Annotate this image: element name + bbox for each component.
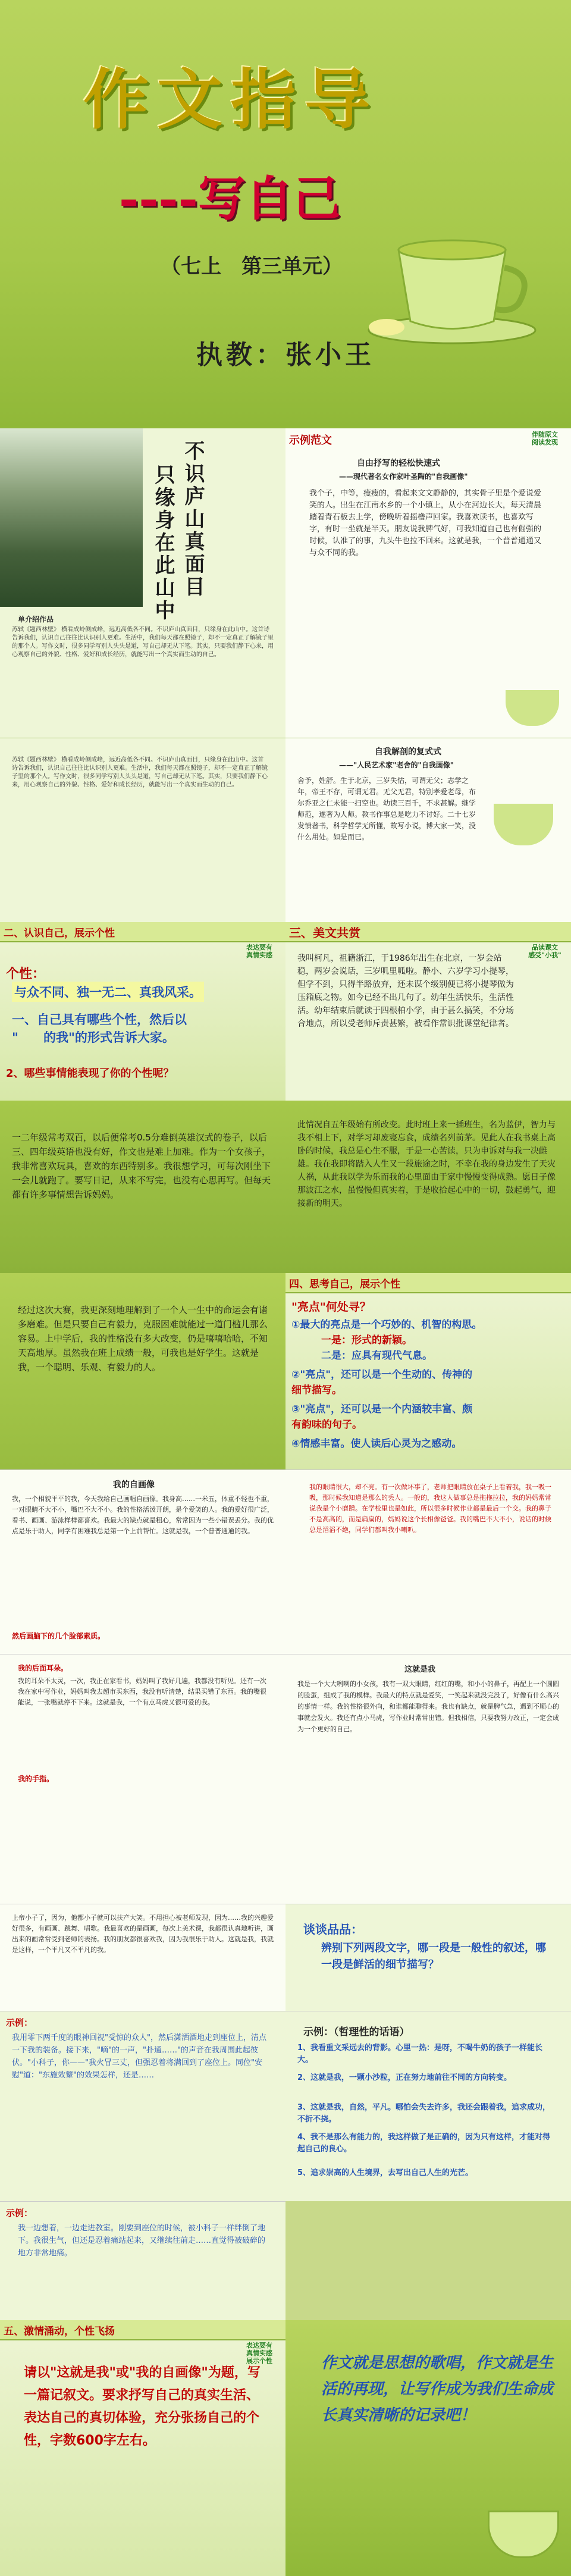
essay-body: 我叫柯凡，祖籍浙江，于1986年出生在北京，一岁会站稳，两岁会说话，三岁叽里呱啦。静小、六岁学习小提琴，但学不到，只得半路放弃，还未谋个级别便已将小提琴做为压箱底之物。如今已经不出几句了。幼年生活快乐，生活性活。幼年结束后就读于四根柏小学，由于甚么搞笑，不分场合地点，所以受老师斥责甚繁，被看作常识批课堂纪律者。 [297,954,514,1029]
essay-body: 一二年级常考双百，以后便常考0.5分难倒英雄汉式的卷子，以后三、四年级英语也没有好，作文也是难上加难。作为一个女孩子，我非常喜欢玩具，喜欢的东西特别多。我很想学习，可每次刚坐下一会儿就跑了。要写日记，从来不写完，也没有心思再写。但每天都有许多事情想告诉妈妈。 [12,1132,271,1200]
point2-b: 细节描写。 [291,1384,342,1396]
philosophy-item-5: 5、追求崇高的人生境界，去写出自己人生的光芒。 [297,2168,473,2177]
assignment-body: 请以"这就是我"或"我的自画像"为题，写一篇记叙文。要求抒写自己的真实生活、表达自己的真切体验，充分张扬自己的个性，字数600字左右。 [24,2365,261,2448]
section-title: 示例范文 [289,434,332,447]
question: 2、哪些事情能表现了你的个性呢？ [6,1067,174,1080]
section5-slide [0,2320,286,2576]
closing-body: 作文就是思想的歌唱，作文就是生活的再现，让写作成为我们生命成长真实清晰的记录吧！ [321,2354,554,2424]
example2-sub: ——"人民艺术家"老舍的"自我画像" [339,761,454,769]
philosophy-slide [286,2011,571,2201]
discussion-slide [286,1904,571,2011]
point3-b: 有韵味的句子。 [291,1419,362,1431]
poem-col2: 只缘身在此山中 [151,464,175,622]
cup-icon [494,804,553,845]
point3: ③"亮点"，还可以是一个内涵较丰富、颇 [291,1403,473,1415]
example-detail2-slide [0,2201,286,2320]
highlight-question: "亮点"何处寻？ [291,1300,371,1314]
essay-part4-slide [0,1273,286,1469]
personality-label: 个性： [6,967,46,982]
slide-tag: 伴随原文 阅读发现 [532,431,558,446]
section-title: 二、认识自己，展示个性 [0,922,286,942]
philosophy-item-3: 3、这就是我，自然，平凡。哪怕会失去许多，我还会跟着我，追求成功，不折不挠。 [297,2103,551,2124]
essay-title: 我的自画像 [113,1480,155,1490]
essay-part2-slide [0,1101,286,1273]
slide-tag: 表达要有 真情实感 [246,944,272,959]
sample-essay4-slide [286,1654,571,1904]
empty-slide [286,2201,571,2320]
section-title: 五、激情涌动，个性飞扬 [0,2320,286,2340]
essay-part3-slide [286,1101,571,1273]
section-title: 三、美文共赏 [286,922,571,942]
example2-left-slide [0,738,286,922]
section2-slide [0,922,286,1101]
essay-note: 然后画脑下的几个脸部素质。 [12,1632,105,1640]
example-body: 我用零下两千度的眼神回视"受惊的众人"，然后潇洒酒地走到座位上，清点一下我的装备。接下来，"嘀"的一声，"扑通……"的声音在我周围此起彼伏。"小科子，你——"我火冒三丈，但强忍着将满回到了座位上。同位"安慰"道："东施效颦"的效果怎样，还是…… [12,2033,266,2080]
mountain-image [0,428,143,607]
essay-body: 我，一个相貌平平的我，今天我给自己画幅自画像。我身高……一米五，体重不轻也不重，一对眼睛不大不小，嘴巴不大不小。我的性格活泼开朗，是个爱笑的人。我的爱好很广泛，看书、画画、游泳样样都喜欢。我最大的缺点就是粗心，常常因为一些小错误丢分。我的优点是乐于助人，同学有困难我总是第一个上前帮忙。这就是我，一个普普通通的我。 [12,1495,274,1535]
slide-tag: 表达要有 真情实感 展示个性 [246,2342,272,2365]
essay-body: 经过这次大赛，我更深刻地理解到了一个人一生中的命运会有诸多磨难。但是只要自己有毅力，克服困难就能过一道门槛儿那么容易。上中学后，我的性格没有多大改变，仍是嘻嘻哈哈，不知天高地厚。虽然我在班上成绩一般，可我也是好学生。这就是我，一个聪明、乐观、有毅力的人。 [18,1305,268,1372]
slide-tag: 品读课文 感受"小我" [528,944,561,959]
example-label: 示例： [6,2017,33,2028]
example-body: 我一边想着，一边走进教室。刚要到座位的时候，被小科子一样绊倒了地下。我很生气，但还是忍着痛站起来，又继续往前走……直觉得被破碎的地方非常地痛。 [18,2224,266,2258]
cup-icon [506,690,559,726]
philosophy-item-4: 4、我不是那么有能力的，我这样做了是正确的，因为只有这样，才能对得起自己的良心。 [297,2133,551,2154]
tea-cup-icon [488,2511,559,2558]
cover-teacher: 执教：张小王 [196,340,375,370]
hand-heading: 我的手指。 [18,1775,54,1783]
example-sub: ——现代著名女作家叶圣陶的"自我画像" [339,472,468,481]
example-label: 示例： [6,2208,33,2218]
essay-body: 我是一个大大咧咧的小女孩，我有一双大眼睛，红红的嘴，和小小的鼻子，再配上一个圆圆的脸蛋，组成了我的模样。我最大的特点就是爱笑，一笑起来就没完没了，好像有什么高兴的事情一样。我的性格很外向，和谁都能聊得来。我也有缺点，就是脾气急，遇到不顺心的事就会发火。我还有点小马虎，写作业时常常出错。但我相信，只要我努力改正，一定会成为一个更好的自己。 [297,1680,559,1733]
left-body: 苏轼《题西林壁》 横看成岭侧成峰，远近高低各不同。不识庐山真面目，只缘身在此山中。这首诗告诉我们，认识自己往往比认识别人更难。生活中，我们每天都在照镜子，却不一定真正了解镜子里的那个人。写作文时，很多同学写别人头头是道，写自己却无从下笔。其实，只要我们静下心来，用心观察自己的外貌、性格、爱好和成长经历，就能写出一个真实而生动的自己。 [12,757,268,788]
cover-unit: （七上 第三单元） [161,255,343,278]
essay-body: 上帝小子了，因为，他都小子就可以扶产大笑。不用担心被老师发现，因为……我的兴趣爱好很多，有画画、跳舞、唱歌。我最喜欢的是画画，每次上美术课，我都很认真地听讲，画出来的画常常受到老师的表扬。我的朋友都很喜欢我，因为我很乐于助人。这就是我，我就是这样，一个平凡又不平凡的我。 [12,1914,274,1954]
example-heading: 自由抒写的轻松快速式 [357,459,440,468]
tea-cup-icon [363,226,541,345]
essay-body: 我的耳朵不太灵，一次，我正在家看书，妈妈叫了我好几遍，我都没有听见。还有一次我在家中写作业，妈妈叫我去超市买东西，我没有听清楚，结果买错了东西。我的嘴很能说，一张嘴就停不下来。这就是我，一个有点马虎又很可爱的我。 [18,1677,266,1706]
essay-body: 我的眼睛很大，却不亮。有一次做坏事了，老师把眼睛放在桌子上看着我，我一吸一吸，那时候我知道是那么的丢人。一般的，我这人做事总是拖拖拉拉，我的妈妈常常说我是个小磨蹭。在学校里也是如此，所以很多时候作业都是最后一个交。我的鼻子不是高高的，而是扁扁的，妈妈说这个长相像爸爸。我的嘴巴不大不小，说话的时候总是滔滔不绝，同学们都叫我小喇叭。 [309,1483,551,1534]
cover-subtitle: ----写自己 [119,171,341,227]
example2-body: 舍予，姓舒。生于北京，三岁失怙，可谓无父；志学之年，帝王不存，可谓无君。无父无君，特别孝爱老母，布尔乔亚之仁未能一扫空也。幼读三百千，不求甚解。继学师范，遂奢为人师。教书作事总是吃力不讨好。二十七岁发愤著书，科学哲学无所懂，故写小说，博大家一笑，没什么用处。如是而已。 [297,776,476,841]
example2-slide [286,738,571,922]
example-label: 示例：（哲理性的话语） [303,2026,410,2038]
poem-slide [0,428,286,738]
discussion-title: 谈谈品品： [303,1922,363,1936]
example-body: 我个子，中等，瘦瘦的，看起来文文静静的，其实骨子里是个爱说爱笑的人。出生在江南水乡的一个小镇上，从小在河边长大，每天清晨踏着青石板去上学，傍晚听着摇橹声回家。我喜欢读书，也喜欢写字，有时一坐就是半天。朋友说我脾气好，可我知道自己也有倔强的时候，认准了的事，九头牛也拉不回来。这就是我，一个普普通通又与众不同的我。 [309,489,542,557]
poem-body: 苏轼《题西林壁》 横看成岭侧成峰，远近高低各不同。不识庐山真面目，只缘身在此山中。这首诗告诉我们，认识自己往往比认识别人更难。生活中，我们每天都在照镜子，却不一定真正了解镜子里的那个人。写作文时，很多同学写别人头头是道，写自己却无从下笔。其实，只要我们静下心来，用心观察自己的外貌、性格、爱好和成长经历，就能写出一个真实而生动的自己。 [12,626,274,658]
personality-desc: 与众不同、独一无二、真我风采。 [12,982,204,1002]
sample-essay5-slide [0,1904,286,2011]
point1-a: 一是：形式的新颖。 [321,1334,412,1346]
task-line2: " 的我"的形式告诉大家。 [12,1030,175,1045]
cover-title: 作文指导 [83,61,378,138]
cover-slide [0,0,571,428]
task-line1: 一、自己具有哪些个性，然后以 [12,1013,187,1027]
sample-essay2-slide [286,1469,571,1654]
discussion-body: 辨别下列两段文字，哪一段是一般性的叙述，哪一段是鲜活的细节描写？ [321,1942,546,1971]
poem-label: 单介绍作品 [18,615,54,623]
closing-slide [286,2320,571,2576]
sample-essay3-slide [0,1654,286,1904]
sample-essay1-slide [0,1469,286,1654]
ear-heading: 我的后面耳朵。 [18,1664,68,1672]
philosophy-item-2: 2、这就是我，一颗小沙粒，正在努力地前往不同的方向转变。 [297,2073,512,2082]
point1: ①最大的亮点是一个巧妙的、机智的构思。 [291,1319,482,1331]
section-title: 四、思考自己，展示个性 [286,1273,571,1293]
example1-slide [286,428,571,738]
philosophy-item-1: 1、我看重文采远去的背影。心里一热：是呀，不喝牛奶的孩子一样能长大。 [297,2044,543,2064]
example-detail-slide [0,2011,286,2201]
point1-b: 二是：应具有现代气息。 [321,1350,432,1362]
essay-body: 此情况自五年级始有所改变。此时班上来一插班生，名为蓝伊，智力与我不相上下，对学习却废寝忘食，成绩名列前茅。见此人在我书桌上高卧的时候，我总是心生不服，于是一心苦读，只为申诉对与我一决雌雄。我在我即将踏入人生又一段旅途之时，不幸在我的身边发生了天灾人祸，从此我以学为乐而我的心里面由于家中慢慢变得成熟。愿日子像那波江之水，虽慢慢但真实着，于是收拾起心中的一切，鼓起勇气，迎接新的明天。 [297,1120,556,1208]
essay-title: 这就是我 [404,1665,436,1674]
point4: ④情感丰富。使人读后心灵为之感动。 [291,1438,462,1450]
section3-slide [286,922,571,1101]
point2: ②"亮点"，还可以是一个生动的、传神的 [291,1369,473,1381]
section4-slide [286,1273,571,1469]
poem-col1: 不识庐山真面目 [181,440,205,598]
example2-heading: 自我解剖的复式式 [375,747,441,757]
